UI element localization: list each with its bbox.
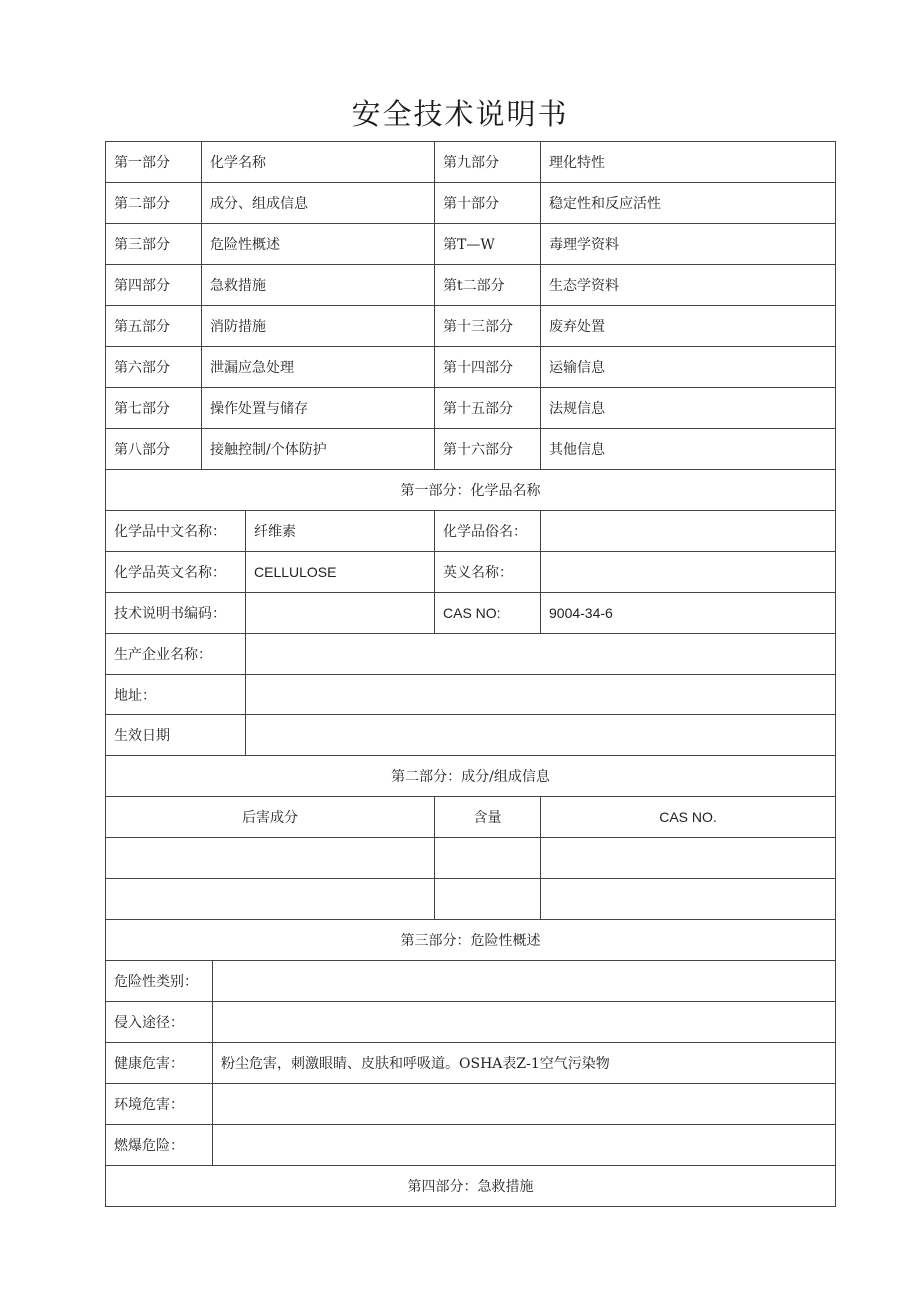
toc-row [106,142,836,183]
content-header: 含量 [435,797,541,838]
cn-name-value: 纤维素 [246,511,435,552]
env-label: 环境危害： [106,1084,213,1125]
document-title: 安全技术说明书 [351,97,569,131]
info-row [106,961,836,1002]
address-label: 地址： [106,675,246,715]
toc-part-name: 生态学资料 [541,265,836,306]
info-row [106,675,836,715]
toc-part-name: 理化特性 [541,142,836,183]
toc-part-name: 运输信息 [541,347,836,388]
date-label: 生效日期 [106,715,246,756]
section4-heading: 第四部分：急救措施 [106,1166,836,1207]
toc-part-name: 法规信息 [541,388,836,429]
toc-part: 第十四部分 [435,347,541,388]
toc-part: 第十部分 [435,183,541,224]
content-cell [435,879,541,920]
info-row [106,593,836,634]
common-name-value [541,511,836,552]
toc-part: 第九部分 [435,142,541,183]
toc-part: 第七部分 [106,388,202,429]
en-alias-label: 英义名称： [435,552,541,593]
table-row [106,838,836,879]
component-cell [106,879,435,920]
code-value [246,593,435,634]
toc-part-name: 成分、组成信息 [202,183,435,224]
section2-heading: 第二部分：成分/组成信息 [106,756,836,797]
section-heading-row [106,756,836,797]
toc-part-name: 毒理学资料 [541,224,836,265]
toc-part-name: 稳定性和反应活性 [541,183,836,224]
info-row [106,1002,836,1043]
toc-part: 第四部分 [106,265,202,306]
info-row [106,552,836,593]
info-row [106,634,836,675]
section3-table [105,960,836,1207]
toc-row [106,347,836,388]
component-cell [106,838,435,879]
maker-label: 生产企业名称： [106,634,246,675]
toc-part-name: 急救措施 [202,265,435,306]
common-name-label: 化学品俗名： [435,511,541,552]
cn-name-label: 化学品中文名称： [106,511,246,552]
table-row [106,879,836,920]
info-row [106,511,836,552]
toc-part-name: 操作处置与储存 [202,388,435,429]
address-value [246,675,836,715]
cas-cell [541,838,836,879]
toc-row [106,183,836,224]
toc-part-name: 危险性概述 [202,224,435,265]
route-value [213,1002,836,1043]
toc-part: 第二部分 [106,183,202,224]
cas-value: 9004-34-6 [541,593,836,634]
cas-cell [541,879,836,920]
toc-part: 第八部分 [106,429,202,470]
info-row [106,715,836,756]
section-heading-row [106,1166,836,1207]
section1-table [105,510,836,797]
toc-part: 第三部分 [106,224,202,265]
section3-heading: 第三部分：危险性概述 [106,920,836,961]
toc-part-name: 消防措施 [202,306,435,347]
health-label: 健康危害： [106,1043,213,1084]
toc-part-name: 泄漏应急处理 [202,347,435,388]
fire-value [213,1125,836,1166]
section2-table [105,796,836,961]
section-heading-row [106,920,836,961]
toc-row [106,265,836,306]
toc-part: 第十五部分 [435,388,541,429]
hazard-class-value [213,961,836,1002]
toc-row [106,224,836,265]
section-heading-row [106,470,836,511]
info-row [106,1125,836,1166]
code-label: 技术说明书编码： [106,593,246,634]
toc-part: 第t二部分 [435,265,541,306]
toc-part-name: 其他信息 [541,429,836,470]
safety-data-sheet [105,141,835,1207]
info-row [106,1043,836,1084]
toc-part-name: 废弃处置 [541,306,836,347]
table-header-row [106,797,836,838]
en-alias-value [541,552,836,593]
cas-label: CAS NO: [435,593,541,634]
toc-row [106,306,836,347]
info-row [106,1084,836,1125]
toc-part: 第十六部分 [435,429,541,470]
hazard-class-label: 危险性类别： [106,961,213,1002]
route-label: 侵入途径： [106,1002,213,1043]
health-value: 粉尘危害，刺激眼睛、皮肤和呼吸道。OSHA表Z-1空气污染物 [213,1043,836,1084]
en-name-value: CELLULOSE [246,552,435,593]
content-cell [435,838,541,879]
toc-part: 第T—W [435,224,541,265]
toc-part: 第一部分 [106,142,202,183]
date-value [246,715,836,756]
en-name-label: 化学品英文名称： [106,552,246,593]
cas-header: CAS NO. [541,797,836,838]
toc-part: 第十三部分 [435,306,541,347]
section1-heading: 第一部分：化学品名称 [106,470,836,511]
env-value [213,1084,836,1125]
toc-row [106,429,836,470]
toc-table [105,141,836,511]
toc-part: 第五部分 [106,306,202,347]
maker-value [246,634,836,675]
component-header: 后害成分 [106,797,435,838]
toc-part: 第六部分 [106,347,202,388]
toc-row [106,388,836,429]
toc-part-name: 接触控制/个体防护 [202,429,435,470]
toc-part-name: 化学名称 [202,142,435,183]
fire-label: 燃爆危险： [106,1125,213,1166]
